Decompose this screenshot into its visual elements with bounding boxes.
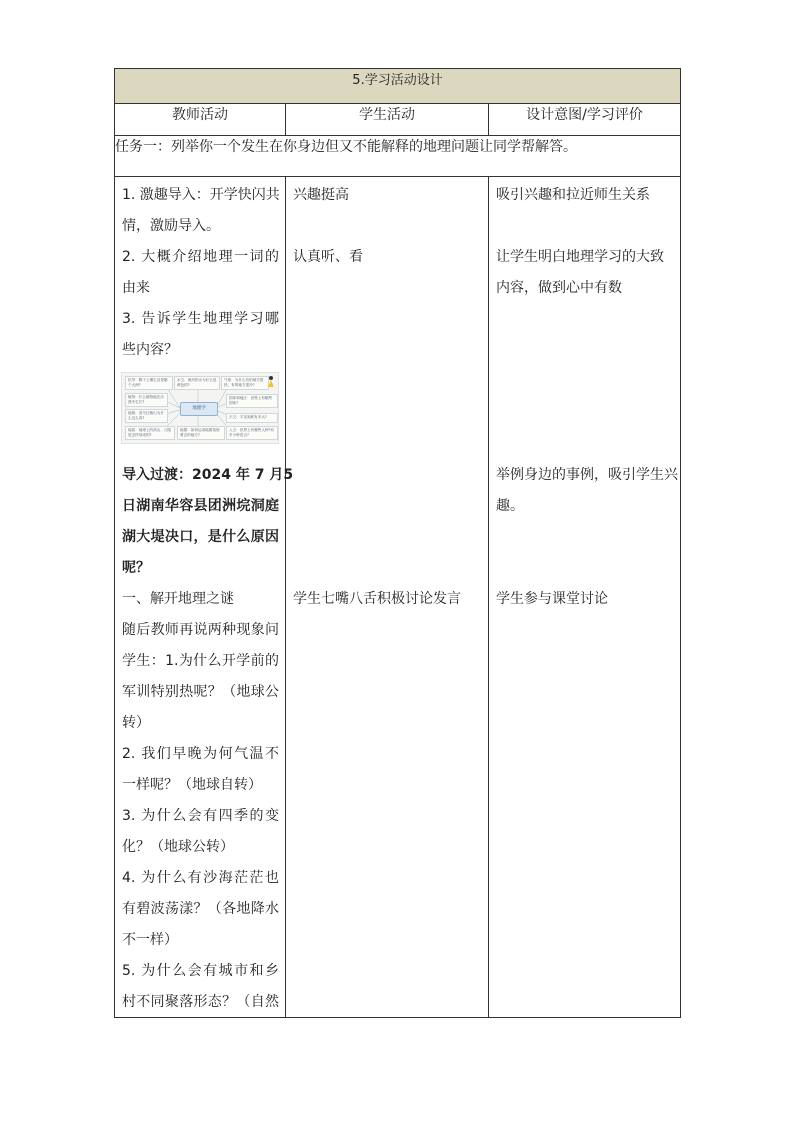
design-line: 让学生明白地理学习的大致	[496, 249, 664, 265]
task-row	[115, 136, 681, 177]
table-title-row	[115, 69, 681, 104]
teacher-line: 日湖南华容县团洲垸洞庭	[122, 498, 279, 514]
teacher-line: 3. 为什么会有四季的变	[122, 808, 279, 824]
teacher-activity-cell	[115, 177, 294, 1018]
teacher-line: 化？（地球公转）	[122, 839, 234, 855]
teacher-line: 1. 激趣导入：开学快闪共	[122, 187, 280, 203]
student-activity-cell	[286, 177, 489, 1018]
teacher-line: 有碧波荡漾？（各地降水	[122, 901, 279, 917]
teacher-line: 一、解开地理之谜	[122, 591, 234, 607]
activity-design-table	[114, 68, 681, 1018]
student-line: 兴趣挺高	[293, 187, 349, 203]
mindmap-node: 抗旱：脚下土壤生活是哪个大洲?	[125, 376, 173, 390]
teacher-line: 转）	[122, 715, 150, 731]
teacher-line: 军训特别热呢？（地球公	[122, 684, 279, 700]
teacher-line: 随后教师再说两种现象问	[122, 622, 279, 638]
student-line: 学生七嘴八舌积极讨论发言	[293, 591, 461, 607]
teacher-line: 4. 为什么有沙海茫茫也	[122, 870, 279, 886]
header-design-intent: 设计意图/学习评价	[489, 104, 681, 136]
mindmap-node: 水文：黄河的水为什么是黄色的?	[174, 376, 220, 390]
mindmap-node: 气象：为什么有的地方很热，有的地方很冷?	[221, 376, 269, 390]
content-row	[115, 177, 681, 1018]
mindmap-node: 地貌：喜马拉雅山为什么这么高?	[125, 409, 168, 423]
teacher-line: 由来	[122, 280, 150, 296]
mindmap-node: 人文：世界上有哪些人种?有多少种语言?	[226, 426, 278, 440]
mindmap-node: 天文：宇宙到底有多大?	[226, 413, 278, 423]
mindmap-node: 植物：什么植物能在沙漠中生长?	[125, 393, 168, 407]
mindmap-node: 地图：如何运用地图找到要去的地方?	[177, 426, 225, 440]
teacher-line: 一样呢？（地球自转）	[122, 777, 262, 793]
mindmap-node: 地质：地球上的高山、丘陵是怎样形成的?	[125, 426, 175, 440]
geography-mindmap-image	[121, 372, 279, 444]
design-line: 举例身边的事例，吸引学生兴	[496, 467, 678, 483]
teacher-line: 3. 告诉学生地理学习哪	[122, 311, 279, 327]
header-row	[115, 104, 681, 136]
cartoon-figure-icon	[266, 375, 276, 387]
design-line: 吸引兴趣和拉近师生关系	[496, 187, 650, 203]
teacher-line: 不一样）	[122, 932, 178, 948]
design-line: 内容，做到心中有数	[496, 280, 622, 296]
teacher-line: 导入过渡：2024 年 7 月5	[122, 467, 294, 483]
teacher-line: 湖大堤决口，是什么原因	[122, 529, 279, 545]
teacher-line: 2. 我们早晚为何气温不	[122, 746, 279, 762]
design-line: 学生参与课堂讨论	[496, 591, 608, 607]
teacher-line: 村不同聚落形态？（自然	[122, 994, 279, 1010]
table-title: 5.学习活动设计	[115, 69, 681, 104]
teacher-line: 学生：1.为什么开学前的	[122, 653, 279, 669]
teacher-line: 些内容？	[122, 342, 178, 358]
mindmap-node: 国家和地区：世界上有哪些国家?	[226, 394, 278, 408]
mindmap-center-node: 地理学	[180, 402, 218, 416]
teacher-line: 5. 为什么会有城市和乡	[122, 963, 279, 979]
task-description: 任务一：列举你一个发生在你身边但又不能解释的地理问题让同学帮解答。	[115, 136, 681, 177]
teacher-line: 情，激励导入。	[122, 218, 220, 234]
header-teacher-activity: 教师活动	[115, 104, 286, 136]
design-intent-cell	[489, 177, 681, 1018]
teacher-line: 呢？	[122, 560, 150, 576]
header-student-activity: 学生活动	[286, 104, 489, 136]
student-line: 认真听、看	[293, 249, 363, 265]
teacher-line: 2. 大概介绍地理一词的	[122, 249, 279, 265]
design-line: 趣。	[496, 498, 524, 514]
